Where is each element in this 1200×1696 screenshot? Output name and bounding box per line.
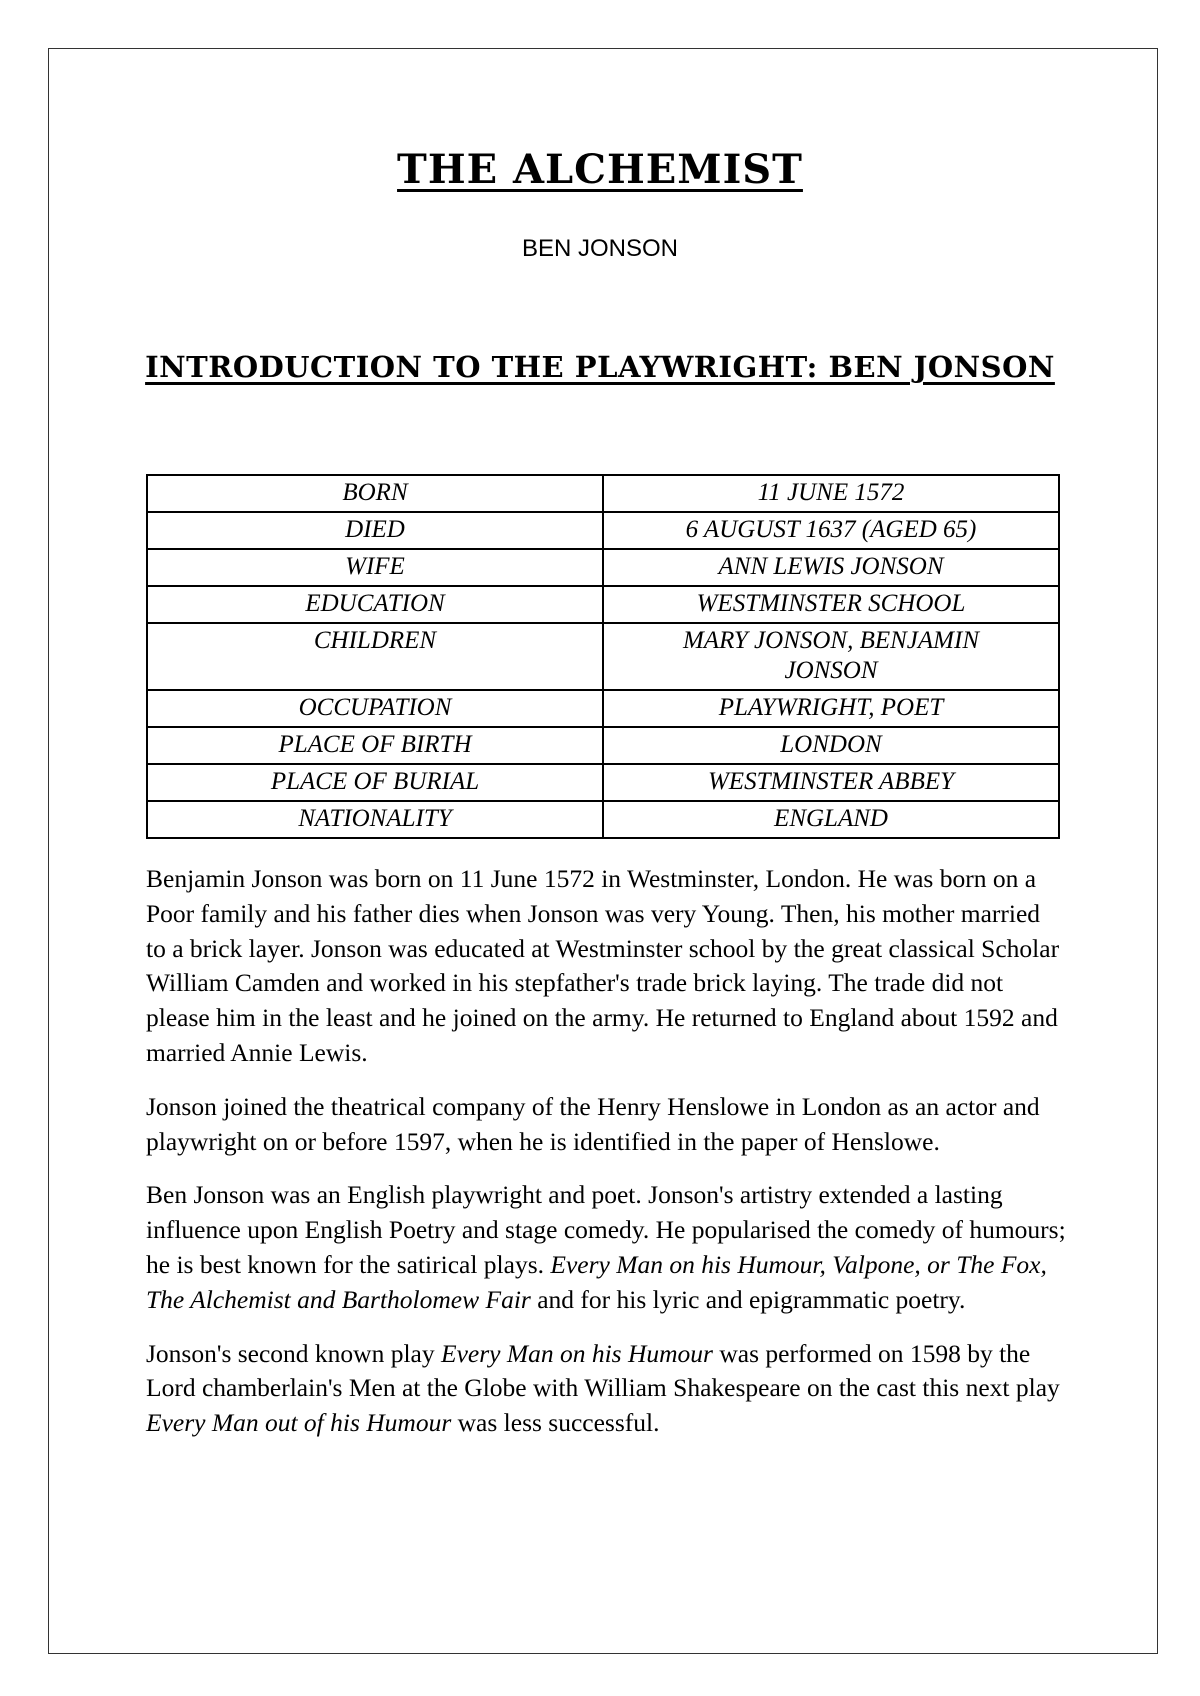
play-titles: Every Man on his Humour, Valpone, or The Fox, The Alchemist and Bartholomew Fair: [146, 1249, 1047, 1314]
fact-label: NATIONALITY: [147, 801, 603, 838]
fact-value: LONDON: [603, 727, 1059, 764]
fact-value: 11 JUNE 1572: [603, 475, 1059, 512]
paragraph-second-play: [146, 1337, 1066, 1441]
section-heading: INTRODUCTION TO THE PLAYWRIGHT: BEN JONSON: [145, 350, 1055, 384]
fact-label: PLACE OF BIRTH: [147, 727, 603, 764]
fact-value: WESTMINSTER ABBEY: [603, 764, 1059, 801]
fact-value: ENGLAND: [603, 801, 1059, 838]
fact-label: OCCUPATION: [147, 690, 603, 727]
fact-label: WIFE: [147, 549, 603, 586]
fact-value: 6 AUGUST 1637 (AGED 65): [603, 512, 1059, 549]
document-author: BEN JONSON: [521, 235, 679, 262]
paragraph-early-life: Benjamin Jonson was born on 11 June 1572 in Westminster, London. He was born on a Poor family and his father dies when Jonson was very Young. Then, his mother married to a brick layer. Jonson was educated at Westminster school by the great classical Scholar William Camden and worked in his stepfather's trade brick laying. The trade did not please him in the least and he joined on the army. He returned to England about 1592 and married Annie Lewis.: [146, 864, 1060, 1067]
table-row: [147, 475, 1059, 512]
table-row: [147, 623, 1059, 690]
fact-label: CHILDREN: [147, 623, 603, 690]
table-row: [147, 764, 1059, 801]
table-row: [147, 512, 1059, 549]
paragraph-text: was less successful.: [451, 1408, 660, 1438]
play-title: Every Man on his Humour: [441, 1338, 713, 1368]
paragraph-text: Jonson's second known play: [146, 1338, 441, 1368]
facts-table: [146, 474, 1060, 839]
fact-value: ANN LEWIS JONSON: [603, 549, 1059, 586]
paragraph-artistry: [146, 1178, 1066, 1317]
fact-value: PLAYWRIGHT, POET: [603, 690, 1059, 727]
fact-label: BORN: [147, 475, 603, 512]
table-row: [147, 549, 1059, 586]
table-row: [147, 690, 1059, 727]
table-row: [147, 727, 1059, 764]
table-row: [147, 801, 1059, 838]
fact-value: WESTMINSTER SCHOOL: [603, 586, 1059, 623]
paragraph-text: was performed on 1598 by the Lord chamberlain's Men at the Globe with William Shakespeare on the cast this next play: [146, 1338, 1060, 1403]
body-text: [146, 862, 1066, 1460]
fact-value: MARY JONSON, BENJAMIN JONSON: [603, 623, 1059, 690]
fact-label: DIED: [147, 512, 603, 549]
fact-label: PLACE OF BURIAL: [147, 764, 603, 801]
paragraph-text: Ben Jonson was an English playwright and poet. Jonson's artistry extended a lasting influence upon English Poetry and stage comedy. He popularised the comedy of humours; he is best known for the satirical plays.: [146, 1180, 1066, 1279]
paragraph-text: and for his lyric and epigrammatic poetry.: [530, 1284, 966, 1314]
document-title: THE ALCHEMIST: [397, 146, 803, 193]
paragraph-theatre-career: Jonson joined the theatrical company of the Henry Henslowe in London as an actor and playwright on or before 1597, when he is identified in the paper of Henslowe.: [146, 1091, 1040, 1156]
table-row: [147, 586, 1059, 623]
play-title: Every Man out of his Humour: [146, 1408, 452, 1438]
fact-label: EDUCATION: [147, 586, 603, 623]
